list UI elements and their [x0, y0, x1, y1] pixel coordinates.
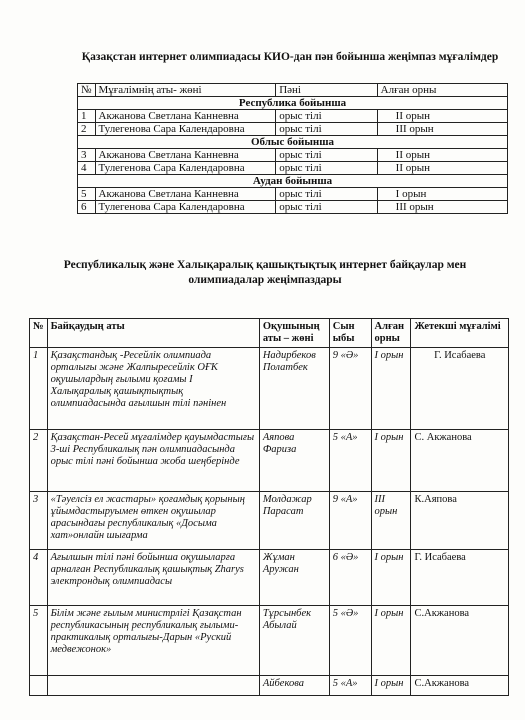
- place: III орын: [377, 123, 507, 136]
- row-number: 4: [78, 162, 96, 175]
- header-teacher: Мұғалімнің аты- жөні: [95, 84, 276, 97]
- table-row: [78, 162, 508, 175]
- group-heading: Республика бойынша: [78, 97, 508, 110]
- header-grade: Сын ыбы: [329, 319, 371, 348]
- row-number: 1: [78, 110, 96, 123]
- grade: 9 «А»: [329, 492, 371, 550]
- section2-title: Республикалық және Халықаралық қашықтықтық интернет байқаулар мен олимпиадалар жеңімпаздары: [63, 259, 467, 286]
- place: II орын: [377, 162, 507, 175]
- table-row: [30, 606, 509, 676]
- grade: 5 «А»: [329, 430, 371, 492]
- grade: 5 «Ә»: [329, 606, 371, 676]
- place: I орын: [371, 430, 411, 492]
- contest-name: «Тәуелсіз ел жастары» қоғамдық қорының ұйымдастыруымен өткен оқушылар арасындағы республикалық «Досыма хат»онлайн шығарма: [47, 492, 259, 550]
- row-number: 5: [78, 188, 96, 201]
- place: I орын: [371, 676, 411, 696]
- teacher: С.Акжанова: [411, 606, 509, 676]
- row-number: [30, 676, 48, 696]
- teacher-name: Акжанова Светлана Канневна: [95, 149, 276, 162]
- teacher: С. Акжанова: [411, 430, 509, 492]
- teacher-name: Акжанова Светлана Канневна: [95, 110, 276, 123]
- competition-winners-table: [29, 318, 509, 696]
- olympiad-teachers-table: [77, 83, 508, 214]
- subject: орыс тілі: [276, 149, 377, 162]
- teacher-name: Тулегенова Сара Календаровна: [95, 162, 276, 175]
- contest-name: Ағылшын тілі пәні бойынша оқушыларға арналған Республикалық қашықтық Zharys электрондық олимпиадасы: [47, 550, 259, 606]
- header-number: №: [78, 84, 96, 97]
- teacher: К.Аяпова: [411, 492, 509, 550]
- teacher: Г. Исабаева: [411, 348, 509, 430]
- header-teacher: Жетекші мұғалімі: [411, 319, 509, 348]
- teacher-name: Тулегенова Сара Календаровна: [95, 201, 276, 214]
- subject: орыс тілі: [276, 188, 377, 201]
- teacher-name: Акжанова Светлана Канневна: [95, 188, 276, 201]
- row-number: 1: [30, 348, 48, 430]
- header-place: Алған орны: [377, 84, 507, 97]
- header-place: Алған орны: [371, 319, 411, 348]
- contest-name: Қазақстандық -Ресейлік олимпиада орталығы және Жалпыресейлік ОҒК оқушылардың ғылыми қоғамы I Халықаралық қашықтықтық олимпиадасында ағылшын тілі пәнінен: [47, 348, 259, 430]
- place: I орын: [371, 348, 411, 430]
- table-header-row: [30, 319, 509, 348]
- header-subject: Пәні: [276, 84, 377, 97]
- teacher: Г. Исабаева: [411, 550, 509, 606]
- table-row: [78, 149, 508, 162]
- place: II орын: [377, 110, 507, 123]
- row-number: 2: [78, 123, 96, 136]
- contest-name: [47, 676, 259, 696]
- row-number: 3: [30, 492, 48, 550]
- teacher-name: Тулегенова Сара Календаровна: [95, 123, 276, 136]
- grade: 5 «А»: [329, 676, 371, 696]
- table-row: [30, 348, 509, 430]
- contest-name: Қазақстан-Ресей мұғалімдер қауымдастығы 3-ші Республикалық пән олимпиадасында орыс тілі пәні бойынша жоба шеңберінде: [47, 430, 259, 492]
- header-student: Оқушының аты – жөні: [259, 319, 329, 348]
- student-name: Тұрсынбек Абылай: [259, 606, 329, 676]
- table-row: [30, 676, 509, 696]
- table-row: [78, 201, 508, 214]
- contest-name: Білім және ғылым министрлігі Қазақстан республикасының республикалық ғылыми-практикалық орталығы-Дарын «Руский медвежонок»: [47, 606, 259, 676]
- table-row: [78, 110, 508, 123]
- place: II орын: [377, 149, 507, 162]
- subject: орыс тілі: [276, 123, 377, 136]
- student-name: Айбекова: [259, 676, 329, 696]
- group-heading: Аудан бойынша: [78, 175, 508, 188]
- place: III орын: [371, 492, 411, 550]
- header-contest: Байқаудың аты: [47, 319, 259, 348]
- table-row: [78, 123, 508, 136]
- table-row: [30, 430, 509, 492]
- group-heading: Облыс бойынша: [78, 136, 508, 149]
- table-row: [78, 188, 508, 201]
- place: I орын: [371, 550, 411, 606]
- subject: орыс тілі: [276, 110, 377, 123]
- place: III орын: [377, 201, 507, 214]
- row-number: 6: [78, 201, 96, 214]
- grade: 6 «Ә»: [329, 550, 371, 606]
- row-number: 4: [30, 550, 48, 606]
- grade: 9 «Ә»: [329, 348, 371, 430]
- row-number: 3: [78, 149, 96, 162]
- table-header-row: [78, 84, 508, 97]
- table-row: [30, 550, 509, 606]
- place: I орын: [371, 606, 411, 676]
- subject: орыс тілі: [276, 201, 377, 214]
- student-name: Аяпова Фариза: [259, 430, 329, 492]
- student-name: Молдажар Парасат: [259, 492, 329, 550]
- table-row: [30, 492, 509, 550]
- row-number: 2: [30, 430, 48, 492]
- subject: орыс тілі: [276, 162, 377, 175]
- header-number: №: [30, 319, 48, 348]
- row-number: 5: [30, 606, 48, 676]
- teacher: С.Акжанова: [411, 676, 509, 696]
- student-name: Жұман Аружан: [259, 550, 329, 606]
- section1-title: Қазақстан интернет олимпиадасы КИО-дан пән бойынша жеңімпаз мұғалімдер: [81, 51, 499, 63]
- place: I орын: [377, 188, 507, 201]
- student-name: Надирбеков Полатбек: [259, 348, 329, 430]
